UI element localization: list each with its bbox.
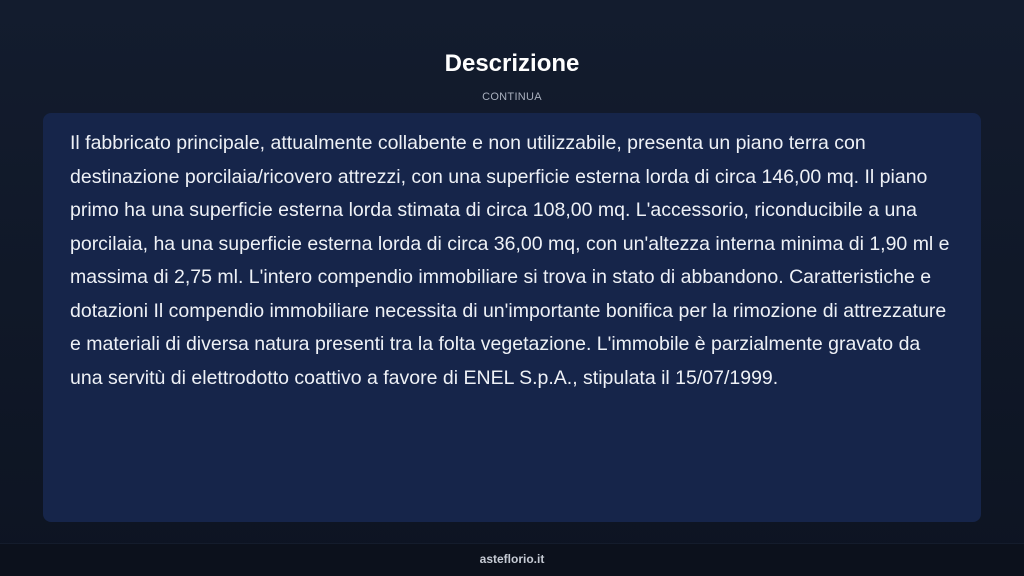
- page-subtitle: CONTINUA: [482, 91, 542, 103]
- description-card: [43, 113, 981, 522]
- description-text: Il fabbricato principale, attualmente collabente e non utilizzabile, presenta un piano terra con destinazione porcilaia/ricovero attrezzi, con una superficie esterna lorda di circa 146,00 mq. Il piano primo ha una superficie esterna lorda stimata di circa 108,00 mq. L'accessorio, riconducibile a una porcilaia, ha una superficie esterna lorda di circa 36,00 mq, con un'altezza interna minima di 1,90 ml e massima di 2,75 ml. L'intero compendio immobiliare si trova in stato di abbandono. Caratteristiche e dotazioni Il compendio immobiliare necessita di un'importante bonifica per la rimozione di attrezzature e materiali di diversa natura presenti tra la folta vegetazione. L'immobile è parzialmente gravato da una servitù di elettrodotto coattivo a favore di ENEL S.p.A., stipulata il 15/07/1999.: [70, 132, 950, 389]
- page-title: Descrizione: [444, 50, 580, 77]
- footer: [0, 543, 1024, 576]
- footer-site-name: asteflorio.it: [479, 552, 545, 566]
